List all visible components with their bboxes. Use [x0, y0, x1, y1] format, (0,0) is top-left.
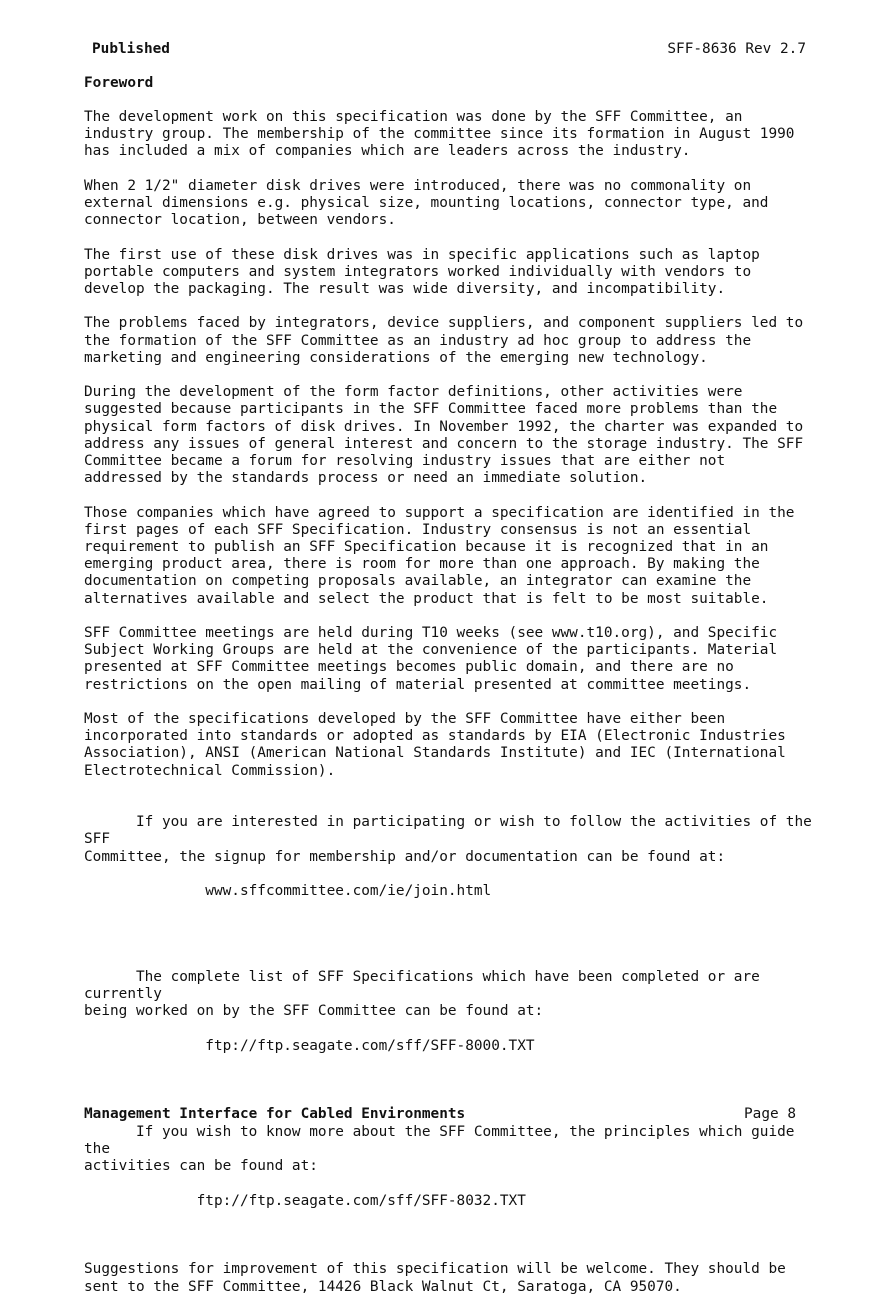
paragraph: SFF Committee meetings are held during T10 weeks (see www.t10.org), and Specific Subject Working Groups are held at the convenience of the participants. Material presented at SFF Committee meetings becomes public domain, and there are no restrictions on the open mailing of material presented at committee meetings. [84, 625, 778, 693]
link-paragraph [84, 952, 824, 1090]
link-paragraph-text: If you wish to know more about the SFF Committee, the principles which guide the activities can be found at: [84, 1123, 795, 1175]
paragraph: Those companies which have agreed to support a specification are identified in the first pages of each SFF Specification. Industry consensus is not an essential requirement to publish an SFF Specification because it is recognized that in an emerging product area, there is room for more than one approach. By making the documentation on competing proposals available, an integrator can examine the alternatives available and select the product that is felt to be most suitable. [84, 504, 795, 607]
sff-8032-url-link[interactable]: ftp://ftp.seagate.com/sff/SFF-8032.TXT [84, 1192, 526, 1209]
link-paragraph-text: The complete list of SFF Specifications which have been completed or are currently being worked on by the SFF Committee can be found at: [84, 969, 760, 1020]
section-title: Foreword [84, 75, 154, 91]
foreword-body [84, 109, 824, 1313]
footer-page-number: Page 8 [744, 1106, 796, 1122]
paragraph: Most of the specifications developed by the SFF Committee have either been incorporated into standards or adopted as standards by EIA (Electronic Industries Association), ANSI (American National Standards Institute) and IEC (International Electrotechnical Commission). [84, 711, 786, 779]
closing-paragraph: Suggestions for improvement of this specification will be welcome. They should be sent to the SFF Committee, 14426 Black Walnut Ct, Saratoga, CA 95070. [84, 1261, 786, 1295]
footer-title: Management Interface for Cabled Environments [84, 1106, 466, 1122]
link-paragraph-text: If you are interested in participating or wish to follow the activities of the SFF Committee, the signup for membership and/or documentation can be found at: [84, 814, 812, 865]
paragraph: During the development of the form factor definitions, other activities were suggested because participants in the SFF Committee faced more problems than the physical form factors of disk drives. In November 1992, the charter was expanded to address any issues of general interest and concern to the storage industry. The SFF Committee became a forum for resolving industry issues that are either not addressed by the standards process or need an immediate solution. [84, 384, 804, 487]
header-doc-id: SFF-8636 Rev 2.7 [667, 41, 806, 57]
join-url-link[interactable]: www.sffcommittee.com/ie/join.html [84, 883, 492, 900]
paragraph: The problems faced by integrators, device suppliers, and component suppliers led to the formation of the SFF Committee as an industry ad hoc group to address the marketing and engineering considerations of the emerging new technology. [84, 315, 804, 366]
paragraph: The development work on this specification was done by the SFF Committee, an industry group. The membership of the committee since its formation in August 1990 has included a mix of companies which are leaders across the industry. [84, 109, 795, 160]
sff-8000-url-link[interactable]: ftp://ftp.seagate.com/sff/SFF-8000.TXT [84, 1037, 535, 1054]
link-paragraph [84, 797, 824, 935]
paragraph: The first use of these disk drives was in specific applications such as laptop portable computers and system integrators worked individually with vendors to develop the packaging. The result was wide diversity, and incompatibility. [84, 246, 760, 297]
header-status: Published [92, 41, 170, 57]
paragraph: When 2 1/2" diameter disk drives were introduced, there was no commonality on external dimensions e.g. physical size, mounting locations, connector type, and connector location, between vendors. [84, 177, 769, 229]
link-paragraph [84, 1107, 824, 1245]
